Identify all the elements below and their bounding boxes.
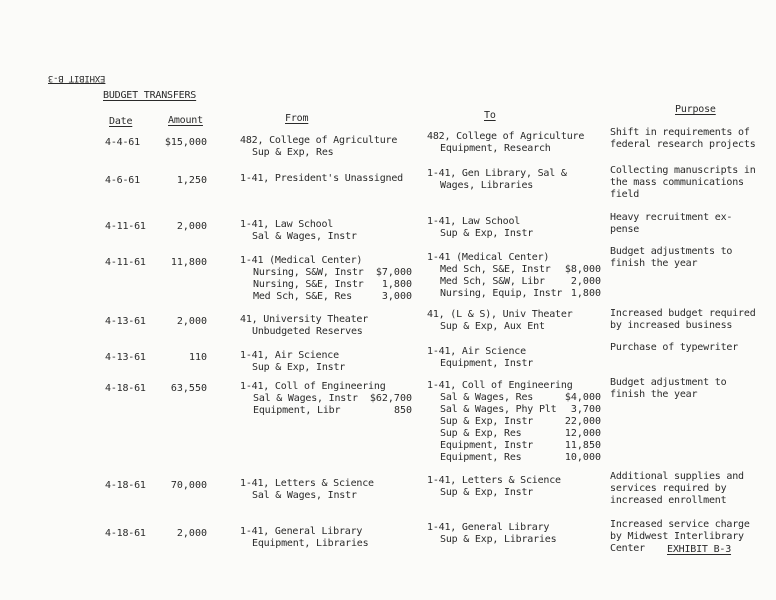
to-line: Equipment, Research <box>440 143 551 154</box>
row-date: 4-6-61 <box>105 175 140 186</box>
to-line: 1-41, Letters & Science <box>427 475 561 486</box>
col-header-to: To <box>484 110 496 121</box>
from-line: 1-41, Air Science <box>240 350 339 361</box>
purpose-line: Increased service charge <box>610 519 750 530</box>
to-item-amount: 3,700 <box>570 404 601 415</box>
purpose-line: field <box>610 189 640 200</box>
from-line: Unbudgeted Reserves <box>252 326 363 337</box>
row-amount: 70,000 <box>170 480 207 491</box>
to-item-label: Med Sch, S&E, Instr <box>440 264 551 275</box>
purpose-line: Collecting manuscripts in <box>610 165 756 176</box>
to-line: 41, (L & S), Univ Theater <box>427 309 573 320</box>
to-item-amount: 12,000 <box>564 428 601 439</box>
row-amount: 2,000 <box>176 528 207 539</box>
to-line: Sup & Exp, Instr <box>440 487 534 498</box>
to-line: 1-41 (Medical Center) <box>427 252 550 263</box>
to-line: Sup & Exp, Instr <box>440 228 534 239</box>
purpose-line: federal research projects <box>610 139 756 150</box>
to-item-label: Sal & Wages, Res <box>440 392 534 403</box>
row-amount: 2,000 <box>176 221 207 232</box>
to-item-amount: 22,000 <box>564 416 601 427</box>
purpose-line: Purchase of typewriter <box>610 342 739 353</box>
to-line: 482, College of Agriculture <box>427 131 585 142</box>
row-date: 4-4-61 <box>105 137 140 148</box>
purpose-line: finish the year <box>610 258 698 269</box>
from-line: 482, College of Agriculture <box>240 135 398 146</box>
from-item-amount: 1,800 <box>381 279 412 290</box>
from-line: 1-41 (Medical Center) <box>240 255 363 266</box>
to-line: Sup & Exp, Libraries <box>440 534 557 545</box>
from-line: Sal & Wages, Instr <box>252 490 357 501</box>
from-item-label: Equipment, Libr <box>253 405 341 416</box>
to-item-label: Sup & Exp, Instr <box>440 416 534 427</box>
to-line: Sup & Exp, Aux Ent <box>440 321 545 332</box>
row-date: 4-13-61 <box>105 352 146 363</box>
from-line: 1-41, Law School <box>240 219 334 230</box>
to-item-amount: $4,000 <box>564 392 601 403</box>
to-item-amount: 2,000 <box>570 276 601 287</box>
row-date: 4-18-61 <box>105 383 146 394</box>
from-line: Sup & Exp, Instr <box>252 362 346 373</box>
col-header-from: From <box>285 113 309 124</box>
row-amount: 110 <box>188 352 207 363</box>
from-item-label: Med Sch, S&E, Res <box>253 291 352 302</box>
row-amount: 63,550 <box>170 383 207 394</box>
row-date: 4-13-61 <box>105 316 146 327</box>
from-item-label: Sal & Wages, Instr <box>253 393 358 404</box>
col-header-date: Date <box>109 116 133 127</box>
purpose-line: Additional supplies and <box>610 471 744 482</box>
to-line: 1-41, General Library <box>427 522 550 533</box>
from-line: 1-41, General Library <box>240 526 363 537</box>
section-title: BUDGET TRANSFERS <box>103 90 197 101</box>
row-date: 4-18-61 <box>105 528 146 539</box>
row-date: 4-18-61 <box>105 480 146 491</box>
from-item-amount: $7,000 <box>375 267 412 278</box>
from-line: 41, University Theater <box>240 314 369 325</box>
to-item-label: Sal & Wages, Phy Plt <box>440 404 557 415</box>
row-amount: 2,000 <box>176 316 207 327</box>
to-line: Wages, Libraries <box>440 180 534 191</box>
to-line: 1-41, Gen Library, Sal & <box>427 168 567 179</box>
to-item-label: Equipment, Res <box>440 452 522 463</box>
mirrored-exhibit-label: EXHIBIT B-3 <box>48 73 106 83</box>
to-line: 1-41, Law School <box>427 216 521 227</box>
to-item-amount: 11,850 <box>564 440 601 451</box>
purpose-line: the mass communications <box>610 177 744 188</box>
row-amount: $15,000 <box>164 137 207 148</box>
to-item-label: Nursing, Equip, Instr <box>440 288 563 299</box>
col-header-purpose: Purpose <box>675 104 716 115</box>
purpose-line: by increased business <box>610 320 733 331</box>
row-amount: 1,250 <box>176 175 207 186</box>
from-line: 1-41, President's Unassigned <box>240 173 403 184</box>
footer-exhibit-label: EXHIBIT B-3 <box>667 544 732 555</box>
from-line: Sal & Wages, Instr <box>252 231 357 242</box>
to-item-label: Sup & Exp, Res <box>440 428 522 439</box>
to-item-amount: $8,000 <box>564 264 601 275</box>
to-item-label: Equipment, Instr <box>440 440 534 451</box>
to-item-amount: 10,000 <box>564 452 601 463</box>
to-line: Equipment, Instr <box>440 358 534 369</box>
purpose-line: services required by <box>610 483 727 494</box>
purpose-line: pense <box>610 224 640 235</box>
col-header-amount: Amount <box>168 115 203 126</box>
row-date: 4-11-61 <box>105 221 146 232</box>
row-date: 4-11-61 <box>105 257 146 268</box>
from-item-amount: 3,000 <box>381 291 412 302</box>
from-line: 1-41, Coll of Engineering <box>240 381 386 392</box>
row-amount: 11,800 <box>170 257 207 268</box>
purpose-line: Center <box>610 543 645 554</box>
purpose-line: Heavy recruitment ex- <box>610 212 733 223</box>
from-line: 1-41, Letters & Science <box>240 478 374 489</box>
from-item-amount: $62,700 <box>369 393 412 404</box>
purpose-line: increased enrollment <box>610 495 727 506</box>
purpose-line: Budget adjustment to <box>610 377 727 388</box>
purpose-line: Increased budget required <box>610 308 756 319</box>
purpose-line: by Midwest Interlibrary <box>610 531 744 542</box>
from-item-amount: 850 <box>393 405 412 416</box>
to-line: 1-41, Coll of Engineering <box>427 380 573 391</box>
to-item-label: Med Sch, S&W, Libr <box>440 276 545 287</box>
to-item-amount: 1,800 <box>570 288 601 299</box>
from-item-label: Nursing, S&E, Instr <box>253 279 364 290</box>
purpose-line: Shift in requirements of <box>610 127 750 138</box>
from-line: Sup & Exp, Res <box>252 147 334 158</box>
from-item-label: Nursing, S&W, Instr <box>253 267 364 278</box>
from-line: Equipment, Libraries <box>252 538 369 549</box>
purpose-line: finish the year <box>610 389 698 400</box>
to-line: 1-41, Air Science <box>427 346 526 357</box>
purpose-line: Budget adjustments to <box>610 246 733 257</box>
